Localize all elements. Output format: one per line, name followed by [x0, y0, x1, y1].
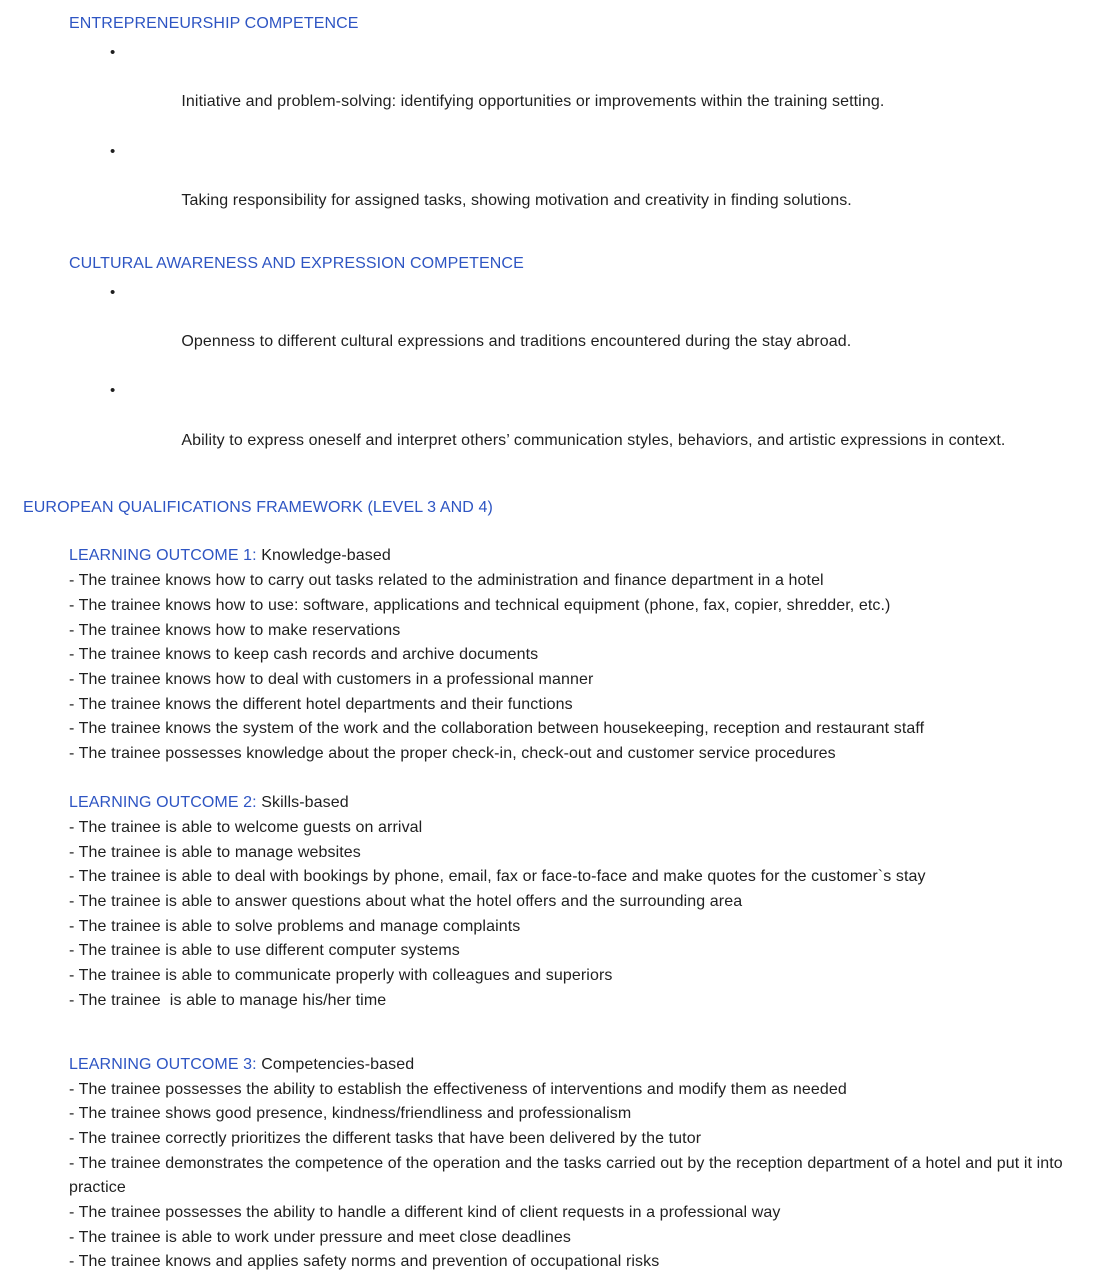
outcome-heading: [69, 543, 1083, 568]
section-entrepreneurship-competence: [69, 11, 1083, 239]
outcome-item-line: - The trainee is able to work under pressure and meet close deadlines: [69, 1226, 1083, 1251]
outcome-item-line: - The trainee is able to welcome guests on arrival: [69, 816, 1083, 841]
outcome-type: Knowledge-based: [261, 547, 391, 564]
bullet-text: Ability to express oneself and interpret others’ communication styles, behaviors, and artistic expressions in context.: [181, 432, 1005, 449]
bullet-item: [69, 140, 1083, 239]
outcome-item-line: - The trainee knows how to use: software, applications and technical equipment (phone, fax, copier, shredder, etc.): [69, 594, 1083, 619]
outcome-item-line: - The trainee is able to answer questions about what the hotel offers and the surrounding area: [69, 890, 1083, 915]
section-learning-outcome-1: [69, 543, 1083, 767]
outcome-item-line: - The trainee is able to deal with bookings by phone, email, fax or face-to-face and make quotes for the customer`s stay: [69, 865, 1083, 890]
outcome-item-line: - The trainee possesses the ability to handle a different kind of client requests in a professional way: [69, 1201, 1083, 1226]
bullet-icon: •: [110, 281, 115, 306]
competence-heading: ENTREPRENEURSHIP COMPETENCE: [69, 11, 1083, 36]
outcome-item-line: - The trainee knows how to deal with customers in a professional manner: [69, 668, 1083, 693]
outcome-item-line: - The trainee knows how to make reservations: [69, 619, 1083, 644]
outcome-item-line: - The trainee is able to manage websites: [69, 841, 1083, 866]
outcome-heading: [69, 790, 1083, 815]
bullet-icon: •: [110, 379, 115, 404]
outcome-item-line: - The trainee knows to keep cash records and archive documents: [69, 643, 1083, 668]
outcome-type: Competencies-based: [261, 1056, 414, 1073]
section-cultural-awareness-competence: [69, 251, 1083, 479]
section-learning-outcome-3: [69, 1052, 1083, 1275]
section-learning-outcome-2: [69, 790, 1083, 1014]
bullet-icon: •: [110, 41, 115, 66]
outcome-type: Skills-based: [261, 794, 348, 811]
outcome-item-line: - The trainee is able to manage his/her time: [69, 989, 1083, 1014]
bullet-list: [69, 281, 1083, 479]
outcome-item-line: - The trainee correctly prioritizes the different tasks that have been delivered by the tutor: [69, 1127, 1083, 1152]
outcome-item-line: - The trainee is able to use different computer systems: [69, 939, 1083, 964]
bullet-text: Openness to different cultural expressions and traditions encountered during the stay abroad.: [181, 333, 851, 350]
outcome-item-line: - The trainee possesses knowledge about the proper check-in, check-out and customer service procedures: [69, 742, 1083, 767]
outcome-item-line: - The trainee knows the different hotel departments and their functions: [69, 693, 1083, 718]
outcome-item-line: - The trainee is able to solve problems and manage complaints: [69, 915, 1083, 940]
outcome-item-line: - The trainee is able to communicate properly with colleagues and superiors: [69, 964, 1083, 989]
outcome-item-line: - The trainee knows and applies safety norms and prevention of occupational risks: [69, 1250, 1083, 1275]
outcome-item-list: [69, 569, 1083, 767]
framework-heading: EUROPEAN QUALIFICATIONS FRAMEWORK (LEVEL 3 AND 4): [23, 495, 1083, 520]
outcome-heading: [69, 1052, 1083, 1077]
outcome-label: LEARNING OUTCOME 3:: [69, 1056, 257, 1073]
outcome-item-list: [69, 1078, 1083, 1275]
bullet-text: Initiative and problem-solving: identifying opportunities or improvements within the training setting.: [181, 93, 884, 110]
bullet-item: [69, 281, 1083, 380]
bullet-text: Taking responsibility for assigned tasks, showing motivation and creativity in finding solutions.: [181, 192, 851, 209]
outcome-item-list: [69, 816, 1083, 1014]
bullet-item: [69, 379, 1083, 478]
outcome-item-line: - The trainee shows good presence, kindness/friendliness and professionalism: [69, 1102, 1083, 1127]
outcome-label: LEARNING OUTCOME 2:: [69, 794, 257, 811]
bullet-item: [69, 41, 1083, 140]
outcome-item-line: - The trainee knows the system of the work and the collaboration between housekeeping, reception and restaurant staff: [69, 717, 1083, 742]
bullet-icon: •: [110, 140, 115, 165]
outcome-label: LEARNING OUTCOME 1:: [69, 547, 257, 564]
outcome-item-line: - The trainee knows how to carry out tasks related to the administration and finance department in a hotel: [69, 569, 1083, 594]
outcome-item-line: - The trainee possesses the ability to establish the effectiveness of interventions and modify them as needed: [69, 1078, 1083, 1103]
outcome-item-line: - The trainee demonstrates the competence of the operation and the tasks carried out by the reception department of a hotel and put it into practice: [69, 1152, 1083, 1201]
competence-heading: CULTURAL AWARENESS AND EXPRESSION COMPETENCE: [69, 251, 1083, 276]
bullet-list: [69, 41, 1083, 239]
